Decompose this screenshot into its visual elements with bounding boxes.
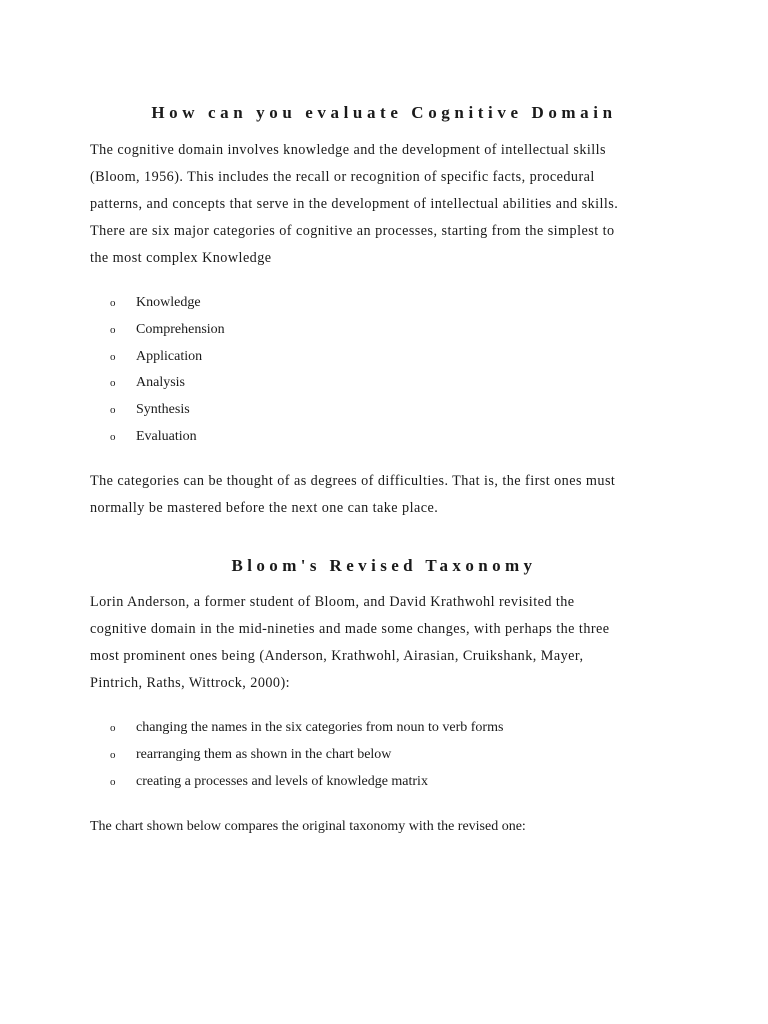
paragraph-line: (Bloom, 1956). This includes the recall or recognition of specific facts, procedural xyxy=(90,169,595,185)
paragraph-revised-taxonomy xyxy=(90,589,690,697)
paragraph-line: cognitive domain in the mid-nineties and made some changes, with perhaps the three xyxy=(90,621,610,637)
list-item-text: Application xyxy=(136,348,203,364)
heading-revised-taxonomy: Bloom's Revised Taxonomy xyxy=(231,556,537,575)
list-item xyxy=(110,399,225,426)
list-item-text: Evaluation xyxy=(136,428,197,444)
list-item-text: Knowledge xyxy=(136,295,201,310)
list-item-text: Synthesis xyxy=(136,402,190,418)
list-item-text: changing the names in the six categories from noun to verb forms xyxy=(136,720,504,735)
bullet-marker: o xyxy=(110,722,116,734)
list-cognitive-categories xyxy=(110,292,225,453)
list-item-text: rearranging them as shown in the chart below xyxy=(136,746,392,762)
paragraph-degrees-of-difficulty xyxy=(90,468,690,522)
list-item xyxy=(110,717,503,744)
list-item xyxy=(110,744,503,771)
bullet-marker: o xyxy=(110,748,116,761)
paragraph-line: the most complex Knowledge xyxy=(90,250,272,266)
bullet-marker: o xyxy=(110,323,116,336)
list-item xyxy=(110,771,503,798)
paragraph-line: patterns, and concepts that serve in the development of intellectual abilities and skills. xyxy=(90,196,619,212)
paragraph-line: The cognitive domain involves knowledge and the development of intellectual skills xyxy=(90,142,607,158)
paragraph-line: Pintrich, Raths, Wittrock, 2000): xyxy=(90,675,291,691)
paragraph-cognitive-domain-intro xyxy=(90,137,690,272)
list-item xyxy=(110,372,225,399)
paragraph-line: There are six major categories of cognitive an processes, starting from the simplest to xyxy=(90,223,615,239)
list-item xyxy=(110,319,225,346)
list-taxonomy-changes xyxy=(110,717,503,797)
paragraph-line: The categories can be thought of as degrees of difficulties. That is, the first ones must xyxy=(90,473,616,489)
bullet-marker: o xyxy=(110,350,116,363)
bullet-marker: o xyxy=(110,404,116,417)
heading-cognitive-domain: How can you evaluate Cognitive Domain xyxy=(151,103,617,122)
list-item-text: Analysis xyxy=(136,375,185,391)
bullet-marker: o xyxy=(110,430,116,443)
list-item-text: creating a processes and levels of knowledge matrix xyxy=(136,773,428,789)
list-item-text: Comprehension xyxy=(136,321,225,337)
list-item xyxy=(110,346,225,373)
list-item xyxy=(110,426,225,453)
bullet-marker: o xyxy=(110,775,116,788)
bullet-marker: o xyxy=(110,377,116,390)
paragraph-line: normally be mastered before the next one can take place. xyxy=(90,500,439,516)
paragraph-chart-intro: The chart shown below compares the original taxonomy with the revised one: xyxy=(90,819,526,834)
list-item xyxy=(110,292,225,319)
paragraph-line: Lorin Anderson, a former student of Bloom, and David Krathwohl revisited the xyxy=(90,594,575,610)
paragraph-line: most prominent ones being (Anderson, Krathwohl, Airasian, Cruikshank, Mayer, xyxy=(90,648,584,664)
bullet-marker: o xyxy=(110,297,116,309)
